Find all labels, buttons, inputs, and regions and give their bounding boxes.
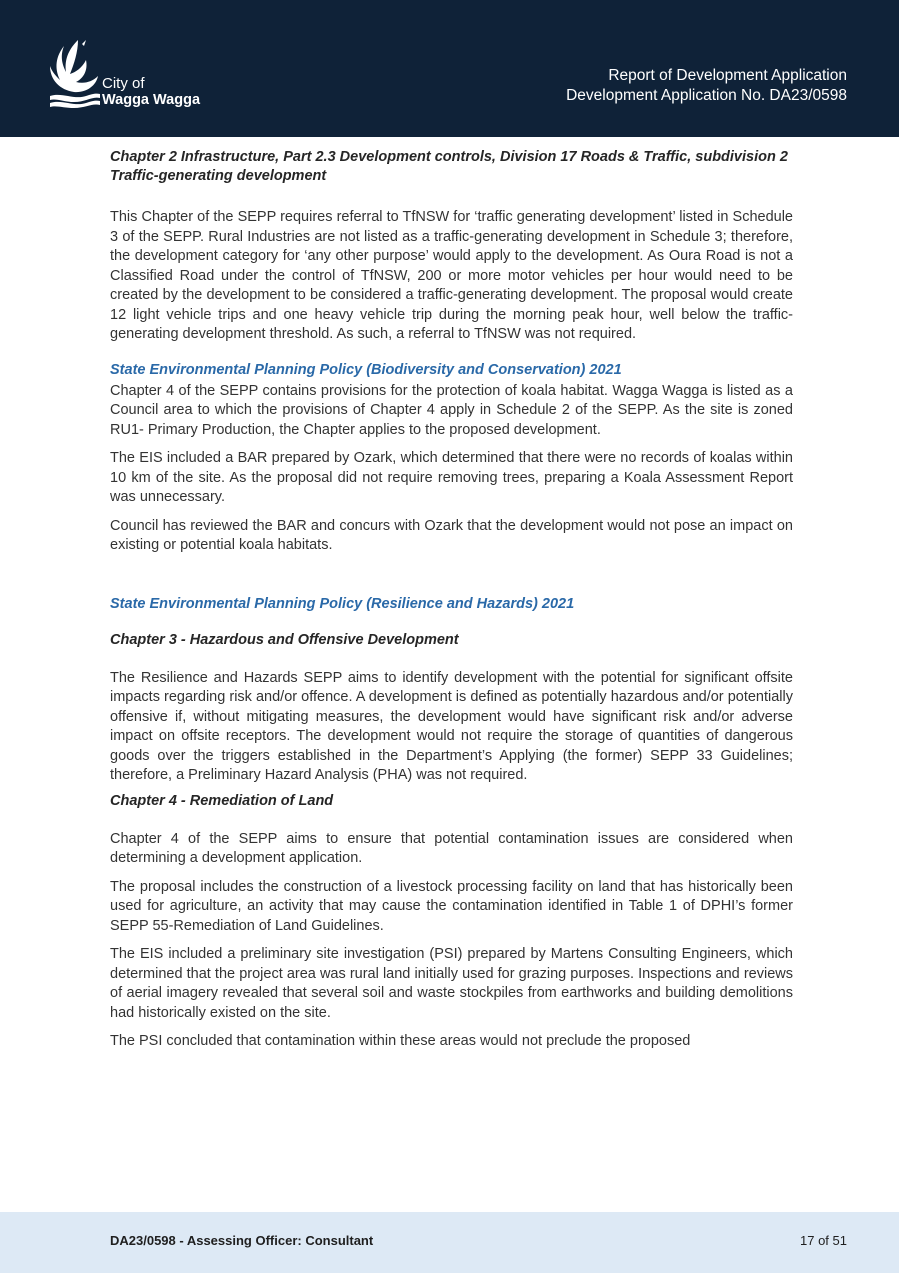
document-body xyxy=(110,148,793,1052)
logo-wordmark xyxy=(102,75,200,109)
heading-chapter-3: Chapter 3 - Hazardous and Offensive Development xyxy=(110,631,459,648)
logo-line-2: Wagga Wagga xyxy=(102,92,201,108)
page-footer xyxy=(0,1212,899,1273)
heading-traffic-generating: Chapter 2 Infrastructure, Part 2.3 Development controls, Division 17 Roads & Traffic, subdivision 2 Traffic-generating development xyxy=(110,149,788,184)
report-title-line-2: Development Application No. DA23/0598 xyxy=(566,87,847,104)
council-logo xyxy=(48,38,208,118)
paragraph-eis-bar: The EIS included a BAR prepared by Ozark, which determined that there were no records of koalas within 10 km of the site. As the proposal did not require removing trees, preparing a Koala Assessment Report was unnecessary. xyxy=(110,450,793,505)
page-number: 17 of 51 xyxy=(800,1233,847,1248)
paragraph-livestock-facility: The proposal includes the construction of a livestock processing facility on land that has historically been used for agriculture, an activity that may cause the contamination identified in Table 1 of DPHI’s former SEPP 55-Remediation of Land Guidelines. xyxy=(110,878,793,934)
paragraph-traffic-referral: This Chapter of the SEPP requires referral to TfNSW for ‘traffic generating development’ listed in Schedule 3 of the SEPP. Rural Industries are not listed as a traffic-generating development in Schedule 3; therefore, the development category for ‘any other purpose’ would apply to the development. As Oura Road is not a Classified Road under the control of TfNSW, 200 or more motor vehicles per hour would need to be created by the development to be considered a traffic-generating development. The proposal would create 12 light vehicle trips and one heavy vehicle trip during the morning peak hour, well below the traffic-generating development threshold. As such, a referral to TfNSW was not required. xyxy=(110,209,793,342)
city-of-wagga-wagga-logo-icon xyxy=(48,38,102,108)
paragraph-koala-habitat: Chapter 4 of the SEPP contains provisions for the protection of koala habitat. Wagga Wagga is listed as a Council area to which the provisions of Chapter 4 apply in Schedule 2 of the SEPP. As the site is zoned RU1- Primary Production, the Chapter applies to the proposed development. xyxy=(110,382,793,438)
footer-reference: DA23/0598 - Assessing Officer: Consultant xyxy=(110,1233,374,1248)
report-title-line-1: Report of Development Application xyxy=(608,67,847,84)
paragraph-contamination-intro: Chapter 4 of the SEPP aims to ensure that potential contamination issues are considered when determining a development application. xyxy=(110,830,793,866)
heading-chapter-4: Chapter 4 - Remediation of Land xyxy=(110,792,334,809)
page-header xyxy=(0,0,899,137)
heading-resilience-sepp: State Environmental Planning Policy (Resilience and Hazards) 2021 xyxy=(110,595,575,612)
paragraph-psi-conclusion: The PSI concluded that contamination within these areas would not preclude the proposed xyxy=(110,1033,691,1049)
report-title xyxy=(566,66,847,106)
paragraph-council-review: Council has reviewed the BAR and concurs with Ozark that the development would not pose an impact on existing or potential koala habitats. xyxy=(110,517,793,553)
paragraph-hazard-analysis: The Resilience and Hazards SEPP aims to identify development with the potential for significant offsite impacts regarding risk and/or offence. A development is defined as potentially hazardous and/or potentially offensive if, without mitigating measures, the development would have significant risk and/or adverse impact on offsite receptors. The development would not require the storage of quantities of dangerous goods over the triggers established in the Department’s Applying (the former) SEPP 33 Guidelines; therefore, a Preliminary Hazard Analysis (PHA) was not required. xyxy=(110,669,793,783)
logo-line-1: City of xyxy=(102,75,145,92)
heading-biodiversity-sepp: State Environmental Planning Policy (Biodiversity and Conservation) 2021 xyxy=(110,361,622,378)
paragraph-psi: The EIS included a preliminary site investigation (PSI) prepared by Martens Consulting Engineers, which determined that the project area was rural land initially used for grazing purposes. Inspections and reviews of aerial imagery revealed that several soil and waste stockpiles from earthworks and building demolitions had historically existed on the site. xyxy=(110,946,793,1021)
